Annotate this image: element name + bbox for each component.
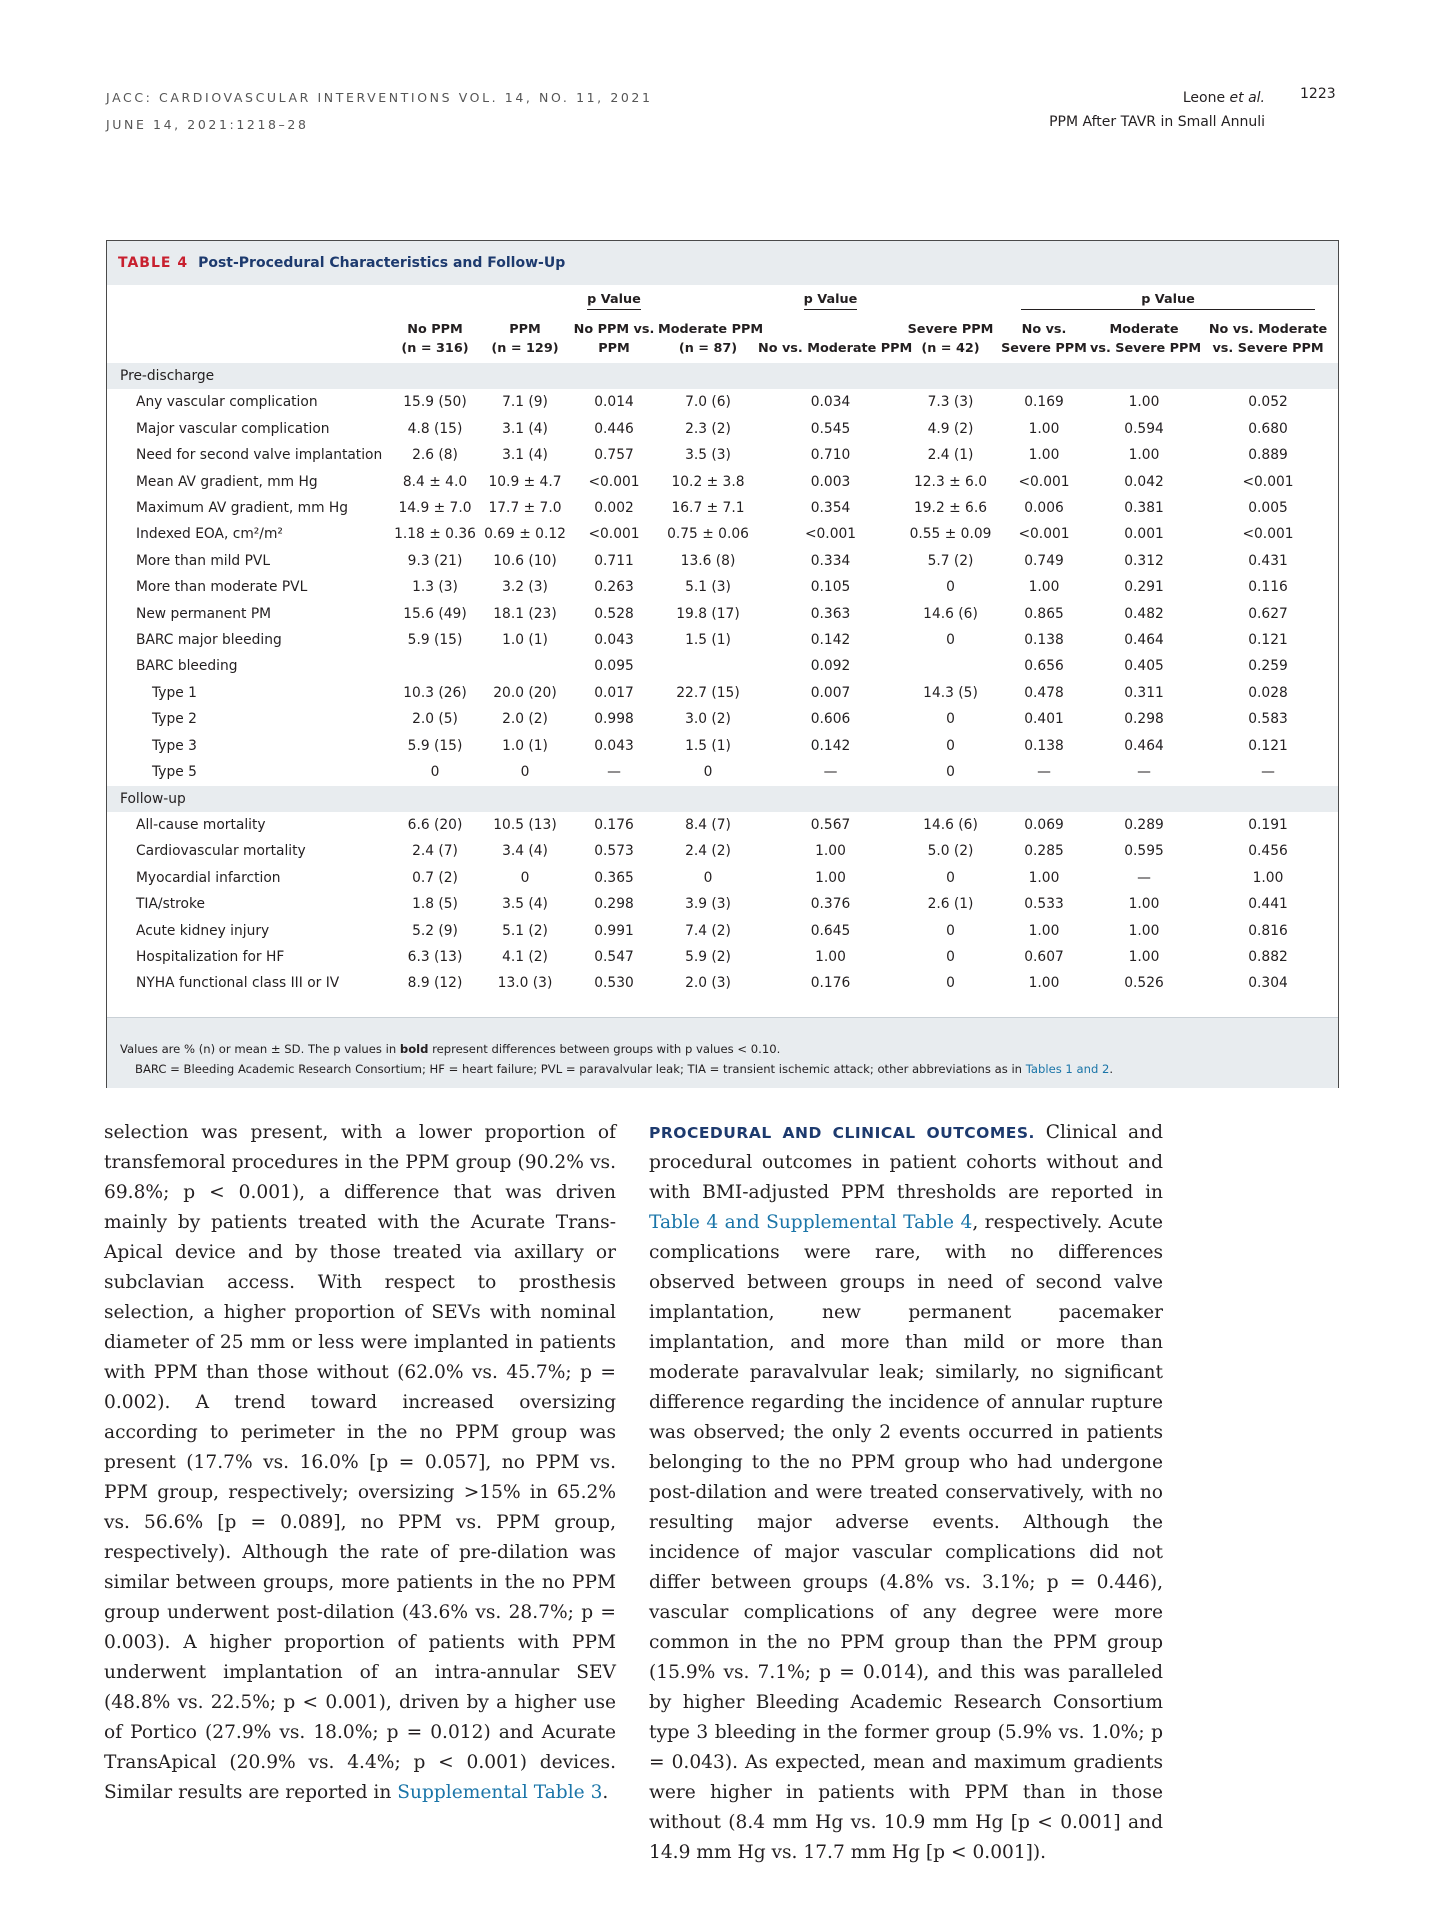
paragraph: selection was present, with a lower proportion of transfemoral procedures in the PPM group (90.2% vs. 69.8%; p < 0.001), a difference that was driven mainly by patients treated with the Acurate Trans-Apical device and by those treated via axillary or subclavian access. With respect to prosthesis selection, a higher proportion of SEVs with nominal diameter of 25 mm or less were implanted in patients with PPM than those without (62.0% vs. 45.7%; p = 0.002). A trend toward increased oversizing according to perimeter in the no PPM group was present (17.7% vs. 16.0% [p = 0.057], no PPM vs. PPM group, respectively; oversizing >15% in 65.2% vs. 56.6% [p = 0.089], no PPM vs. PPM group, respectively). Although the rate of pre-dilation was similar between groups, more patients in the no PPM group underwent post-dilation (43.6% vs. 28.7%; p = 0.003). A higher proportion of patients with PPM underwent implantation of an intra-annular SEV (48.8% vs. 22.5%; p < 0.001), driven by a higher use of Portico (27.9% vs. 18.0%; p = 0.012) and Acurate TransApical (20.9% vs. 4.4%; p < 0.001) devices. Similar results are reported in Supplemental Table 3. — [104, 1122, 616, 1803]
table-cell: 2.4 (7) — [412, 843, 458, 860]
running-header-journal — [106, 84, 653, 138]
table-cell: 15.6 (49) — [403, 605, 467, 622]
row-label: Type 5 — [152, 764, 197, 781]
table-4-link[interactable]: Table 4 and — [649, 1212, 760, 1233]
col-header: Moderate vs. Severe PPM — [1090, 322, 1202, 356]
table-cell: 0.043 — [594, 632, 634, 649]
table-cell: 9.3 (21) — [407, 552, 463, 569]
table-cell: 8.4 ± 4.0 — [402, 473, 468, 490]
table-cell: 0.291 — [1124, 579, 1164, 596]
data-table — [107, 285, 1338, 997]
col-header: No vs. Moderate PPM — [758, 341, 913, 356]
table-cell: 0.656 — [1024, 658, 1064, 675]
table-row — [107, 812, 1338, 838]
table-cell: 0.005 — [1248, 500, 1288, 517]
table-cell: 1.18 ± 0.36 — [394, 526, 476, 543]
table-row — [107, 574, 1338, 600]
table-cell: 0.138 — [1024, 737, 1064, 754]
table-cell: 1.00 — [815, 869, 846, 886]
table-cell: 1.3 (3) — [412, 579, 458, 596]
author-etal: et al. — [1229, 90, 1265, 106]
table-cell — [903, 653, 998, 679]
table-cell: <0.001 — [1242, 526, 1294, 543]
table-cell: 0.365 — [594, 869, 634, 886]
table-cell: 7.3 (3) — [927, 394, 974, 411]
row-label: BARC bleeding — [136, 658, 238, 675]
row-label: Any vascular complication — [136, 394, 318, 411]
table-cell: — — [1137, 764, 1151, 781]
table-cell: — — [1137, 869, 1151, 886]
table-cell: 0.865 — [1024, 605, 1064, 622]
table-cell: 5.0 (2) — [927, 843, 974, 860]
table-cell: 0.464 — [1124, 632, 1164, 649]
table-cell: 10.5 (13) — [493, 816, 557, 833]
row-label: BARC major bleeding — [136, 632, 282, 649]
row-label: NYHA functional class III or IV — [136, 975, 340, 992]
table-cell: 0.052 — [1248, 394, 1288, 411]
table-cell: — — [607, 764, 621, 781]
footnote-values: Values are % (n) or mean ± SD. The p values in bold represent differences between groups with p values < 0.10. — [120, 1042, 781, 1056]
col-header: No PPM vs. PPM — [573, 322, 655, 356]
table-cell: 0.007 — [810, 684, 851, 701]
table-cell: 2.4 (2) — [685, 843, 731, 860]
row-label: Hospitalization for HF — [136, 948, 285, 965]
table-row — [107, 548, 1338, 574]
row-label: More than mild PVL — [136, 552, 271, 569]
row-label: Major vascular complication — [136, 420, 330, 437]
table-cell: 0.456 — [1248, 843, 1288, 860]
table-cell: 4.8 (15) — [407, 420, 463, 437]
row-label: Need for second valve implantation — [136, 447, 383, 464]
table-cell: 0.095 — [594, 658, 634, 675]
table-cell: 5.9 (15) — [407, 632, 463, 649]
column-header-row — [107, 315, 1338, 363]
table-cell: 0 — [430, 764, 440, 781]
table-cell: 0.464 — [1124, 737, 1164, 754]
table-cell: 0.169 — [1024, 394, 1064, 411]
table-cell: 0.006 — [1024, 500, 1064, 517]
table-cell: 18.1 (23) — [493, 605, 557, 622]
row-label: New permanent PM — [136, 605, 272, 622]
table-cell: 1.8 (5) — [412, 896, 458, 913]
table-cell: 0 — [946, 975, 955, 992]
table-cell: 0.354 — [810, 500, 851, 517]
table-cell: <0.001 — [1018, 473, 1070, 490]
table-cell: 0.043 — [594, 737, 634, 754]
table-cell: 0.567 — [810, 816, 851, 833]
table-rows — [107, 363, 1338, 997]
row-label: Myocardial infarction — [136, 869, 281, 886]
table-cell: <0.001 — [1242, 473, 1294, 490]
tables-1-2-link[interactable]: Tables 1 and 2 — [1025, 1062, 1110, 1076]
table-cell: 0 — [946, 737, 955, 754]
section-title: Follow-up — [107, 786, 1338, 812]
table-cell: 19.2 ± 6.6 — [914, 500, 987, 517]
body-column-right — [649, 1118, 1163, 1868]
table-cell: 0.446 — [594, 420, 634, 437]
table-cell: 3.2 (3) — [502, 579, 548, 596]
table-cell: — — [1261, 764, 1275, 781]
col-header: No vs. Severe PPM — [1001, 322, 1087, 356]
table-cell: 3.1 (4) — [502, 447, 548, 464]
table-cell: 10.6 (10) — [493, 552, 557, 569]
table-cell — [480, 653, 570, 679]
table-cell: 3.1 (4) — [502, 420, 548, 437]
table-row — [107, 706, 1338, 732]
table-cell: 1.5 (1) — [685, 737, 731, 754]
table-cell: 4.1 (2) — [502, 948, 548, 965]
table-cell: 0.583 — [1248, 711, 1288, 728]
row-label: All-cause mortality — [136, 816, 266, 833]
table-cell: 1.00 — [1128, 447, 1160, 464]
table-cell: 1.00 — [1252, 869, 1284, 886]
table-cell: 0.014 — [594, 394, 634, 411]
table-footnotes — [107, 1017, 1338, 1088]
table-cell: 0.533 — [1024, 896, 1064, 913]
table-cell: 10.3 (26) — [403, 684, 467, 701]
table-cell: 0.889 — [1248, 447, 1288, 464]
table-cell: 0.478 — [1024, 684, 1064, 701]
table-cell: 0.092 — [810, 658, 851, 675]
table-cell: 0.105 — [810, 579, 851, 596]
table-cell: 0.711 — [594, 552, 634, 569]
table-cell: 0.017 — [594, 684, 634, 701]
running-header-article — [1020, 86, 1265, 134]
author-name: Leone — [1182, 90, 1226, 106]
p-value-group-1: p Value — [587, 290, 641, 310]
table-cell: 1.00 — [1028, 579, 1060, 596]
table-cell: 0.528 — [594, 605, 634, 622]
table-cell: 0.595 — [1124, 843, 1164, 860]
table-cell: 8.9 (12) — [407, 975, 463, 992]
table-cell: 12.3 ± 6.0 — [914, 473, 987, 490]
table-cell: 3.5 (3) — [685, 447, 731, 464]
row-label: More than moderate PVL — [136, 579, 308, 596]
table-row — [107, 918, 1338, 944]
table-cell: 0.69 ± 0.12 — [484, 526, 566, 543]
table-cell: 0.530 — [594, 975, 634, 992]
table-cell: 0.526 — [1124, 975, 1164, 992]
table-cell: 5.1 (2) — [502, 922, 548, 939]
table-cell: 0.363 — [810, 605, 851, 622]
table-cell: 0 — [946, 948, 955, 965]
table-row — [107, 442, 1338, 468]
table-cell: 16.7 ± 7.1 — [671, 500, 745, 517]
table-cell: 0.627 — [1248, 605, 1288, 622]
table-cell: 2.4 (1) — [927, 447, 974, 464]
table-cell: — — [823, 764, 838, 781]
table-cell: 0.116 — [1248, 579, 1288, 596]
table-cell: 0.298 — [1124, 711, 1164, 728]
table-4 — [106, 240, 1339, 1088]
table-row — [107, 891, 1338, 917]
table-cell: 0 — [946, 922, 955, 939]
table-row — [107, 944, 1338, 970]
table-cell: 0 — [946, 579, 955, 596]
col-header: PPM (n = 129) — [491, 322, 559, 356]
table-cell: 0.069 — [1024, 816, 1064, 833]
table-cell: 0.882 — [1248, 948, 1288, 965]
table-cell: 0 — [946, 632, 955, 649]
table-cell: 0.042 — [1124, 473, 1164, 490]
table-cell: 1.00 — [1128, 948, 1160, 965]
table-cell: 1.00 — [1128, 394, 1160, 411]
row-label: Cardiovascular mortality — [136, 843, 306, 860]
table-cell: 3.0 (2) — [685, 711, 731, 728]
col-header: No PPM (n = 316) — [401, 322, 469, 356]
table-cell: 0.191 — [1248, 816, 1288, 833]
table-cell: <0.001 — [1018, 526, 1070, 543]
table-cell: 5.9 (15) — [407, 737, 463, 754]
table-cell: 2.3 (2) — [685, 420, 731, 437]
table-cell: <0.001 — [588, 526, 640, 543]
table-cell: 7.4 (2) — [685, 922, 731, 939]
table-cell: 0.431 — [1248, 552, 1288, 569]
table-cell: 1.00 — [1028, 922, 1060, 939]
table-cell — [658, 653, 758, 679]
col-header: Moderate PPM (n = 87) — [658, 322, 764, 356]
table-cell: 3.4 (4) — [502, 843, 548, 860]
table-cell: 6.6 (20) — [407, 816, 463, 833]
table-cell: 1.00 — [1028, 420, 1060, 437]
table-cell: 1.0 (1) — [502, 632, 548, 649]
table-cell: — — [1037, 764, 1051, 781]
table-body — [107, 285, 1338, 997]
table-cell: 0.401 — [1024, 711, 1064, 728]
table-cell: 1.00 — [815, 843, 846, 860]
section-row — [107, 786, 1338, 812]
table-row — [107, 865, 1338, 891]
table-cell: 0.405 — [1124, 658, 1164, 675]
row-label: Mean AV gradient, mm Hg — [136, 473, 318, 490]
table-row — [107, 733, 1338, 759]
table-cell: 0.138 — [1024, 632, 1064, 649]
table-cell: 0.121 — [1248, 632, 1288, 649]
table-cell: 1.00 — [1028, 975, 1060, 992]
p-value-group-2: p Value — [804, 290, 858, 310]
table-cell: 10.9 ± 4.7 — [488, 473, 562, 490]
table-row — [107, 601, 1338, 627]
table-cell: 2.0 (2) — [502, 711, 548, 728]
table-cell: 13.0 (3) — [497, 975, 553, 992]
section-title: Pre-discharge — [107, 363, 1338, 389]
table-cell: 0 — [703, 764, 713, 781]
table-cell: 7.1 (9) — [502, 394, 548, 411]
table-cell: <0.001 — [804, 526, 857, 543]
table-cell: 2.6 (8) — [412, 447, 458, 464]
row-label: Indexed EOA, cm²/m² — [136, 526, 283, 543]
table-row — [107, 970, 1338, 996]
col-header: Severe PPM (n = 42) — [907, 322, 994, 356]
table-cell: 0.003 — [810, 473, 851, 490]
p-value-group-3: p Value — [1021, 290, 1315, 310]
table-cell: 0.573 — [594, 843, 634, 860]
table-cell: 3.9 (3) — [685, 896, 731, 913]
table-cell: 13.6 (8) — [680, 552, 736, 569]
table-cell: 14.3 (5) — [923, 684, 978, 701]
row-label: Type 3 — [152, 737, 197, 754]
table-cell: 0.991 — [594, 922, 634, 939]
table-cell: 1.00 — [1028, 447, 1060, 464]
table-row — [107, 759, 1338, 785]
table-cell: 0.381 — [1124, 500, 1164, 517]
body-column-left — [104, 1118, 616, 1808]
table-cell: 0.757 — [594, 447, 634, 464]
table-cell: 1.00 — [815, 948, 846, 965]
supplemental-table-4-link[interactable]: Supplemental Table 4 — [766, 1212, 973, 1233]
table-cell: 2.0 (5) — [412, 711, 458, 728]
table-cell: 20.0 (20) — [493, 684, 557, 701]
table-cell: 15.9 (50) — [403, 394, 467, 411]
table-title — [118, 255, 565, 271]
table-cell: 14.6 (6) — [923, 816, 978, 833]
table-cell: 0.376 — [810, 896, 851, 913]
table-row — [107, 838, 1338, 864]
table-cell: 0.034 — [810, 394, 851, 411]
table-cell: 0.311 — [1124, 684, 1164, 701]
table-cell: 0.680 — [1248, 420, 1288, 437]
table-cell: 0.289 — [1124, 816, 1164, 833]
supplemental-table-3-link[interactable]: Supplemental Table 3 — [397, 1782, 603, 1803]
table-cell: 5.7 (2) — [927, 552, 974, 569]
table-cell: 2.6 (1) — [927, 896, 974, 913]
table-cell: 1.5 (1) — [685, 632, 731, 649]
table-cell: 0.545 — [810, 420, 851, 437]
issue-date-pages: JUNE 14, 2021:1218–28 — [106, 117, 309, 132]
table-cell: 5.9 (2) — [685, 948, 731, 965]
table-cell: 0 — [520, 764, 530, 781]
table-row — [107, 627, 1338, 653]
table-cell: 0.176 — [810, 975, 851, 992]
table-cell: 0.121 — [1248, 737, 1288, 754]
table-cell: 0.482 — [1124, 605, 1164, 622]
group-header-row — [107, 285, 1338, 315]
table-cell — [390, 653, 480, 679]
table-cell: 0.312 — [1124, 552, 1164, 569]
table-cell: 0 — [946, 869, 955, 886]
table-cell: 0 — [946, 711, 955, 728]
table-cell: 0.998 — [594, 711, 634, 728]
table-row — [107, 469, 1338, 495]
section-heading: PROCEDURAL AND CLINICAL OUTCOMES. — [649, 1124, 1035, 1142]
table-cell: 0.547 — [594, 948, 634, 965]
table-cell: 0.594 — [1124, 420, 1164, 437]
table-cell: 6.3 (13) — [407, 948, 463, 965]
table-cell: 0.263 — [594, 579, 634, 596]
page-number: 1223 — [1300, 86, 1336, 102]
footnote-abbreviations: BARC = Bleeding Academic Research Consortium; HF = heart failure; PVL = paravalvular leak; TIA = transient ischemic attack; other abbreviations as in Tables 1 and 2. — [135, 1062, 1114, 1076]
table-cell: <0.001 — [588, 473, 640, 490]
table-cell: 3.5 (4) — [502, 896, 548, 913]
table-cell: 0.75 ± 0.06 — [667, 526, 749, 543]
table-cell: 0 — [520, 869, 530, 886]
table-cell: 0.298 — [594, 896, 634, 913]
table-cell: 14.9 ± 7.0 — [398, 500, 472, 517]
table-cell: 0.645 — [810, 922, 851, 939]
table-cell: 0.607 — [1024, 948, 1064, 965]
table-row — [107, 416, 1338, 442]
table-cell: 0.002 — [594, 500, 634, 517]
table-cell: 22.7 (15) — [676, 684, 740, 701]
col-header: No vs. Moderate vs. Severe PPM — [1208, 322, 1328, 356]
table-cell: 0.441 — [1248, 896, 1288, 913]
table-cell: 0.259 — [1248, 658, 1288, 675]
table-cell: 7.0 (6) — [685, 394, 731, 411]
table-cell: 19.8 (17) — [676, 605, 740, 622]
table-cell: 1.00 — [1128, 922, 1160, 939]
table-row — [107, 653, 1338, 679]
table-row — [107, 495, 1338, 521]
table-row — [107, 680, 1338, 706]
paragraph: PROCEDURAL AND CLINICAL OUTCOMES. Clinical and procedural outcomes in patient cohorts without and with BMI-adjusted PPM thresholds are reported in Table 4 and Supplemental Table 4, respectively. Acute complications were rare, with no differences observed between groups in need of second valve implantation, new permanent pacemaker implantation, and more than mild or more than moderate paravalvular leak; similarly, no significant difference regarding the incidence of annular rupture was observed; the only 2 events occurred in patients belonging to the no PPM group who had undergone post-dilation and were treated conservatively, with no resulting major adverse events. Although the incidence of major vascular complications did not differ between groups (4.8% vs. 3.1%; p = 0.446), vascular complications of any degree were more common in the no PPM group than the PPM group (15.9% vs. 7.1%; p = 0.014), and this was paralleled by higher Bleeding Academic Research Consortium type 3 bleeding in the former group (5.9% vs. 1.0%; p = 0.043). As expected, mean and maximum gradients were higher in patients with PPM than in those without (8.4 mm Hg vs. 10.9 mm Hg [p < 0.001] and 14.9 mm Hg vs. 17.7 mm Hg [p < 0.001]). — [649, 1122, 1163, 1863]
table-cell: 1.0 (1) — [502, 737, 548, 754]
author-line — [1020, 86, 1265, 110]
table-cell: 4.9 (2) — [927, 420, 974, 437]
table-cell: 1.00 — [1128, 896, 1160, 913]
section-row — [107, 363, 1338, 389]
row-label: Maximum AV gradient, mm Hg — [136, 500, 349, 517]
table-cell: 0 — [946, 764, 955, 781]
table-cell: 2.0 (3) — [685, 975, 731, 992]
table-cell: 17.7 ± 7.0 — [488, 500, 562, 517]
table-cell: 0.816 — [1248, 922, 1288, 939]
table-cell: 0.001 — [1124, 526, 1164, 543]
table-cell: 0.176 — [594, 816, 634, 833]
short-title: PPM After TAVR in Small Annuli — [1049, 114, 1265, 130]
table-cell: 8.4 (7) — [685, 816, 731, 833]
table-cell: 1.00 — [1028, 869, 1060, 886]
table-cell: 0.142 — [810, 632, 851, 649]
table-cell: 0.304 — [1248, 975, 1288, 992]
table-cell: 14.6 (6) — [923, 605, 978, 622]
table-cell: 0.606 — [810, 711, 851, 728]
table-cell: 0.285 — [1024, 843, 1064, 860]
row-label: Type 2 — [152, 711, 197, 728]
row-label: Type 1 — [152, 684, 197, 701]
table-cell: 5.1 (3) — [685, 579, 731, 596]
table-row — [107, 521, 1338, 547]
table-cell: 0.028 — [1248, 684, 1288, 701]
table-cell: 0.55 ± 0.09 — [909, 526, 992, 543]
table-label: TABLE 4 — [118, 255, 189, 271]
journal-citation: JACC: CARDIOVASCULAR INTERVENTIONS VOL. 14, NO. 11, 2021 — [106, 90, 653, 105]
table-cell: 5.2 (9) — [412, 922, 458, 939]
table-cell: 10.2 ± 3.8 — [671, 473, 745, 490]
table-title-bar — [107, 241, 1338, 285]
table-cell: 0.7 (2) — [412, 869, 458, 886]
table-cell: 0.334 — [810, 552, 851, 569]
table-cell: 0.710 — [810, 447, 851, 464]
table-cell: 0.142 — [810, 737, 851, 754]
row-label: TIA/stroke — [136, 896, 205, 913]
row-label: Acute kidney injury — [136, 922, 270, 939]
table-cell: 0 — [703, 869, 713, 886]
table-caption: Post-Procedural Characteristics and Follow-Up — [198, 255, 566, 271]
table-cell: 0.749 — [1024, 552, 1064, 569]
table-row — [107, 389, 1338, 415]
